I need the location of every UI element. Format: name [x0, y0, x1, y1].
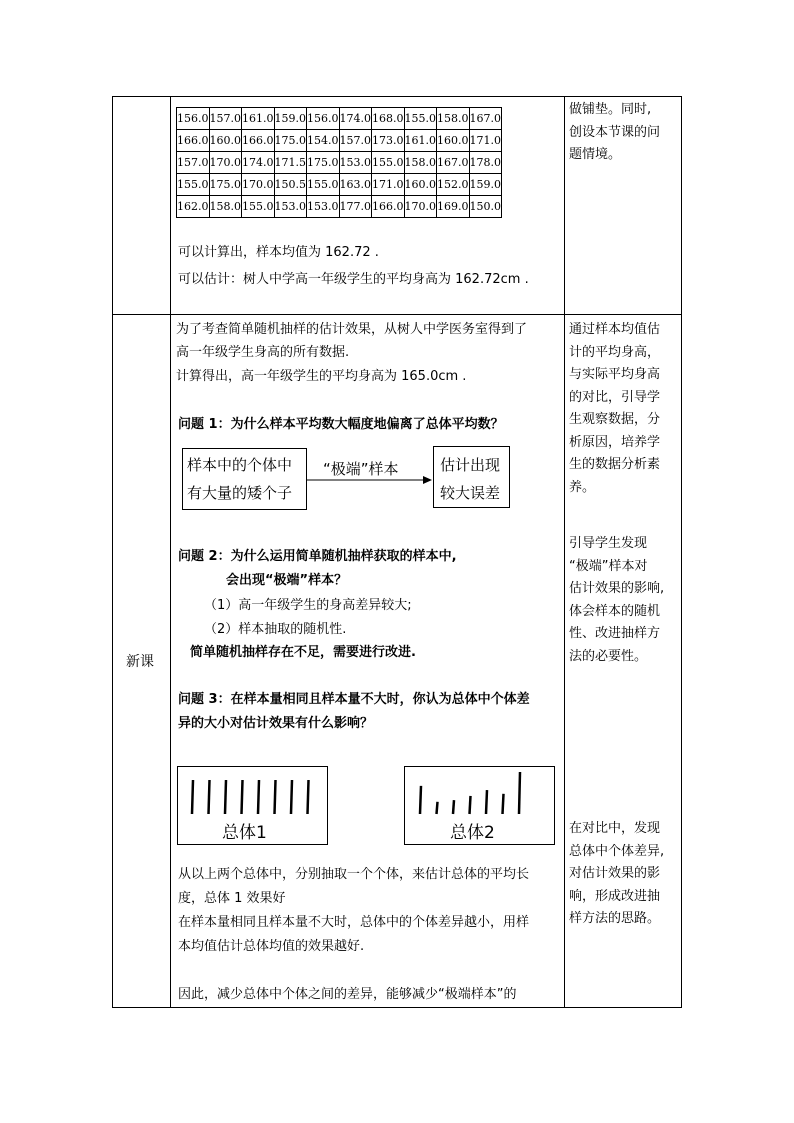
note-1-line: 与实际平均身高 — [569, 367, 661, 382]
table-cell: 160.0 — [404, 174, 437, 196]
column-divider-right — [564, 97, 565, 1007]
table-cell: 161.0 — [242, 108, 275, 130]
table-cell: 177.0 — [339, 196, 372, 218]
table-row — [177, 130, 502, 152]
note-2-line: 性、改进抽样方 — [569, 626, 661, 641]
population-bar — [420, 786, 421, 814]
table-cell: 159.0 — [469, 174, 502, 196]
reason-item: （1）高一年级学生的身高差异较大; — [204, 598, 412, 613]
flow-arrow-label: “极端”样本 — [323, 460, 399, 478]
note-top-line: 做铺垫。同时, — [569, 102, 652, 117]
population-bar — [519, 772, 520, 814]
table-cell: 171.5 — [274, 152, 307, 174]
note-2 — [569, 533, 677, 668]
intro-line: 计算得出，高一年级学生的平均身高为 165.0cm . — [176, 369, 467, 384]
row-divider — [113, 314, 681, 315]
question-3-cont: 异的大小对估计效果有什么影响？ — [178, 716, 374, 731]
table-cell: 166.0 — [242, 130, 275, 152]
population-bar — [225, 780, 226, 814]
table-cell: 178.0 — [469, 152, 502, 174]
table-cell: 162.0 — [177, 196, 210, 218]
table-row — [177, 196, 502, 218]
table-cell: 171.0 — [469, 130, 502, 152]
table-cell: 171.0 — [372, 174, 405, 196]
sample-mean-text: 可以计算出，样本均值为 162.72 . — [178, 245, 379, 260]
note-top-line: 题情境。 — [569, 147, 622, 162]
note-3-line: 总体中个体差异, — [569, 843, 665, 859]
table-cell: 156.0 — [307, 108, 340, 130]
note-1-line: 通过样本均值估 — [569, 322, 661, 337]
population-bar — [437, 802, 438, 814]
section-label: 新课 — [126, 654, 154, 670]
population-bar — [209, 780, 210, 814]
table-row — [177, 108, 502, 130]
table-cell: 175.0 — [307, 152, 340, 174]
note-2-line: 引导学生发现 — [569, 536, 648, 551]
analysis-line: 在样本量相同且样本量不大时，总体中的个体差异越小，用样 — [178, 915, 530, 930]
table-cell: 166.0 — [177, 130, 210, 152]
analysis-line: 因此，减少总体中个体之间的差异，能够减少“极端样本”的 — [178, 987, 517, 1002]
note-3-line: 样方法的思路。 — [569, 911, 661, 926]
table-cell: 157.0 — [339, 130, 372, 152]
population-bar — [453, 800, 454, 814]
analysis-line: 度，总体 1 效果好 — [178, 891, 286, 906]
conclusion-2: 简单随机抽样存在不足，需要进行改进. — [190, 645, 416, 660]
note-1-line: 的对比，引导学 — [569, 389, 661, 405]
note-3-line: 对估计效果的影 — [569, 866, 661, 881]
table-cell: 150.0 — [469, 196, 502, 218]
column-divider-left — [170, 97, 171, 1007]
table-cell: 169.0 — [437, 196, 470, 218]
question-1: 问题 1：为什么样本平均数大幅度地偏离了总体平均数？ — [178, 417, 504, 432]
note-2-line: “极端”样本对 — [569, 558, 648, 574]
flow-box-cause-line: 有大量的矮个子 — [187, 484, 293, 502]
table-cell: 155.0 — [242, 196, 275, 218]
note-1-line: 养。 — [569, 479, 596, 495]
table-cell: 158.0 — [404, 152, 437, 174]
table-cell: 155.0 — [177, 174, 210, 196]
table-cell: 153.0 — [274, 196, 307, 218]
table-cell: 150.5 — [274, 174, 307, 196]
population-2-label: 总体2 — [450, 823, 495, 843]
table-cell: 157.0 — [177, 152, 210, 174]
estimate-text: 可以估计：树人中学高一年级学生的平均身高为 162.72cm . — [178, 272, 529, 287]
flow-box-cause-line: 样本中的个体中 — [187, 456, 293, 474]
table-cell: 157.0 — [209, 108, 242, 130]
table-row — [177, 174, 502, 196]
note-2-line: 估计效果的影响, — [569, 581, 665, 596]
table-cell: 163.0 — [339, 174, 372, 196]
note-3-line: 在对比中，发现 — [569, 821, 661, 836]
table-cell: 161.0 — [404, 130, 437, 152]
flow-box-effect-line: 较大误差 — [440, 484, 501, 502]
note-top — [569, 99, 677, 167]
population-bar — [242, 780, 243, 814]
table-cell: 154.0 — [307, 130, 340, 152]
table-cell: 155.0 — [372, 152, 405, 174]
table-cell: 159.0 — [274, 108, 307, 130]
population-bar — [291, 780, 292, 814]
table-cell: 153.0 — [339, 152, 372, 174]
flow-arrow — [306, 474, 436, 486]
table-cell: 158.0 — [209, 196, 242, 218]
table-cell: 174.0 — [339, 108, 372, 130]
note-1-line: 生观察数据，分 — [569, 412, 661, 427]
question-3: 问题 3：在样本量相同且样本量不大时，你认为总体中个体差 — [178, 692, 530, 707]
table-cell: 152.0 — [437, 174, 470, 196]
table-cell: 173.0 — [372, 130, 405, 152]
note-3 — [569, 818, 677, 931]
flow-arrow-head — [423, 476, 432, 484]
table-cell: 166.0 — [372, 196, 405, 218]
height-data-table — [176, 107, 502, 218]
population-bar — [486, 790, 487, 814]
table-cell: 155.0 — [404, 108, 437, 130]
population-bar — [308, 780, 309, 814]
question-2: 问题 2：为什么运用简单随机抽样获取的样本中, — [178, 549, 457, 564]
note-1-line: 计的平均身高， — [569, 344, 661, 360]
table-cell: 170.0 — [209, 152, 242, 174]
population-bar — [470, 796, 471, 814]
table-row — [177, 152, 502, 174]
flow-box-effect-line: 估计出现 — [440, 456, 501, 474]
table-cell: 175.0 — [274, 130, 307, 152]
population-bar — [258, 780, 259, 814]
reason-item: （2）样本抽取的随机性. — [204, 622, 347, 637]
table-cell: 167.0 — [469, 108, 502, 130]
note-top-line: 创设本节课的问 — [569, 124, 661, 140]
population-bar — [275, 780, 276, 814]
note-2-line: 法的必要性。 — [569, 648, 648, 664]
table-cell: 175.0 — [209, 174, 242, 196]
table-cell: 155.0 — [307, 174, 340, 196]
intro-line: 高一年级学生身高的所有数据. — [176, 345, 350, 360]
population-1-label: 总体1 — [222, 823, 267, 843]
intro-line: 为了考查简单随机抽样的估计效果，从树人中学医务室得到了 — [176, 322, 528, 337]
table-cell: 160.0 — [437, 130, 470, 152]
note-1-line: 生的数据分析素 — [569, 457, 661, 472]
table-cell: 167.0 — [437, 152, 470, 174]
question-2-cont: 会出现“极端”样本？ — [226, 573, 348, 588]
table-cell: 168.0 — [372, 108, 405, 130]
table-cell: 158.0 — [437, 108, 470, 130]
analysis-line: 本均值估计总体均值的效果越好. — [178, 939, 365, 954]
table-cell: 160.0 — [209, 130, 242, 152]
table-cell: 170.0 — [404, 196, 437, 218]
analysis-line: 从以上两个总体中，分别抽取一个个体，来估计总体的平均长 — [178, 867, 530, 882]
table-cell: 156.0 — [177, 108, 210, 130]
note-3-line: 响，形成改进抽 — [569, 888, 661, 904]
population-bar — [192, 780, 193, 814]
population-bar — [503, 794, 504, 814]
note-1-line: 析原因，培养学 — [569, 434, 661, 450]
table-cell: 170.0 — [242, 174, 275, 196]
table-cell: 153.0 — [307, 196, 340, 218]
note-1 — [569, 319, 677, 499]
note-2-line: 体会样本的随机 — [569, 603, 661, 619]
table-cell: 174.0 — [242, 152, 275, 174]
